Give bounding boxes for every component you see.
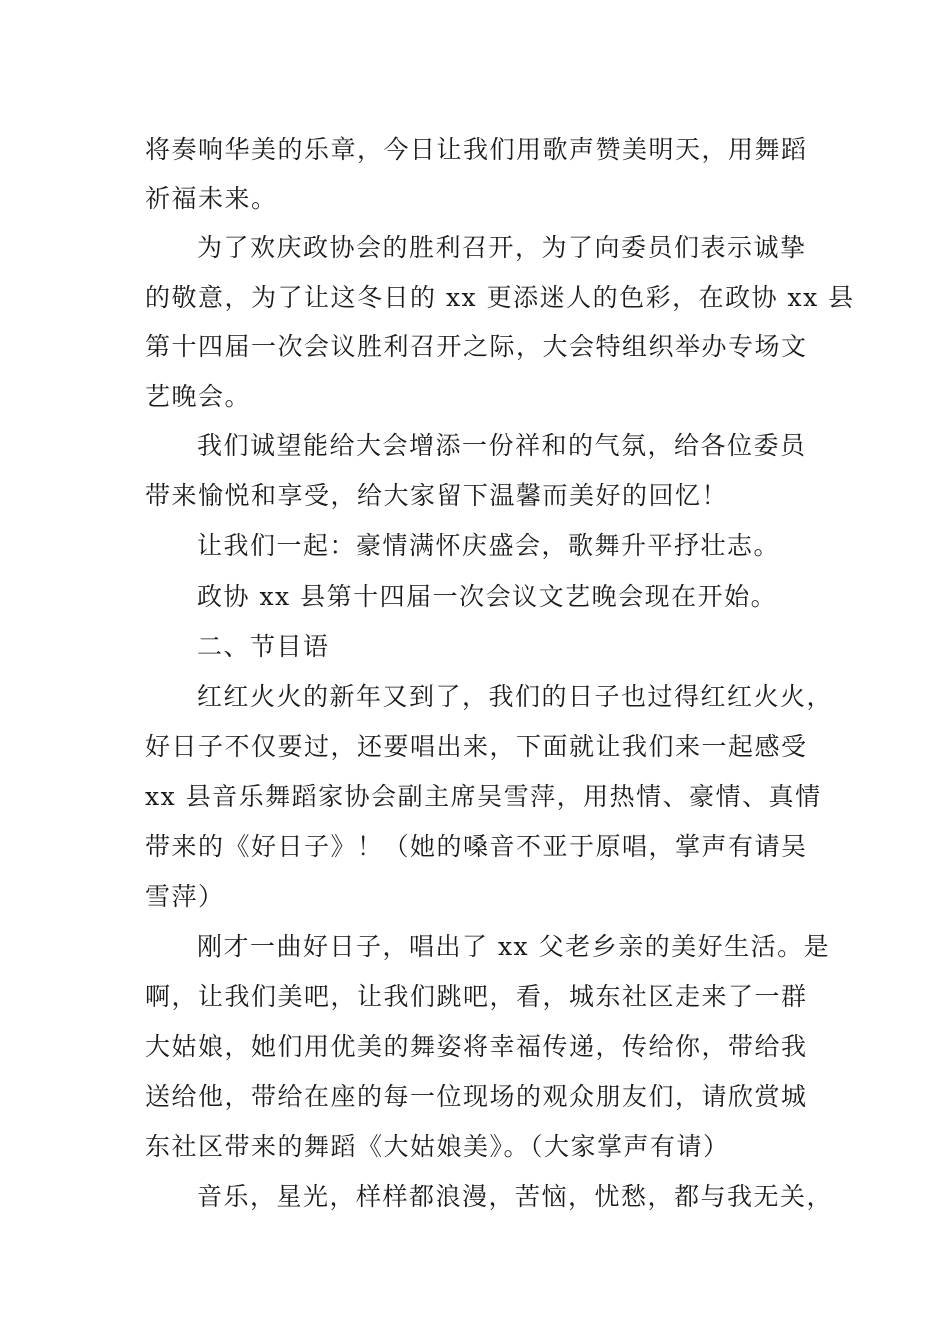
section-heading: 二、节目语: [197, 632, 330, 661]
paragraph-start-line: 刚才一曲好日子，唱出了 xx 父老乡亲的美好生活。是: [197, 932, 831, 961]
paragraph-start-line: 为了欢庆政协会的胜利召开，为了向委员们表示诚挚: [197, 233, 807, 262]
text-line: 啊，让我们美吧，让我们跳吧，看，城东社区走来了一群: [145, 982, 808, 1011]
text-line: 的敬意，为了让这冬日的 xx 更添迷人的色彩，在政协 xx 县: [145, 283, 855, 312]
text-line: 好日子不仅要过，还要唱出来，下面就让我们来一起感受: [145, 732, 808, 761]
text-line: 艺晚会。: [145, 382, 252, 411]
paragraph-start-line: 红红火火的新年又到了，我们的日子也过得红红火火，: [197, 682, 834, 711]
paragraph-start-line: 音乐，星光，样样都浪漫，苦恼，忧愁，都与我无关，: [197, 1182, 834, 1211]
paragraph-start-line: 我们诚望能给大会增添一份祥和的气氛，给各位委员: [197, 431, 807, 460]
text-line: 东社区带来的舞蹈《大姑娘美》。（大家掌声有请）: [145, 1132, 730, 1161]
text-line: 带来愉悦和享受，给大家留下温馨而美好的回忆！: [145, 481, 729, 510]
text-line: 祈福未来。: [145, 184, 278, 213]
text-line: 送给他，带给在座的每一位现场的观众朋友们，请欣赏城: [145, 1082, 808, 1111]
text-line: 第十四届一次会议胜利召开之际，大会特组织举办专场文: [145, 332, 808, 361]
text-line: 将奏响华美的乐章，今日让我们用歌声赞美明天，用舞蹈: [145, 135, 808, 164]
text-line: xx 县音乐舞蹈家协会副主席吴雪萍，用热情、豪情、真情: [145, 782, 822, 811]
text-line: 雪萍）: [145, 882, 225, 911]
text-line: 带来的《好日子》！（她的嗓音不亚于原唱，掌声有请吴: [145, 832, 808, 861]
text-line: 大姑娘，她们用优美的舞姿将幸福传递，传给你，带给我: [145, 1032, 808, 1061]
paragraph-start-line: 让我们一起：豪情满怀庆盛会，歌舞升平抒壮志。: [197, 531, 781, 560]
paragraph-start-line: 政协 xx 县第十四届一次会议文艺晚会现在开始。: [197, 582, 778, 611]
